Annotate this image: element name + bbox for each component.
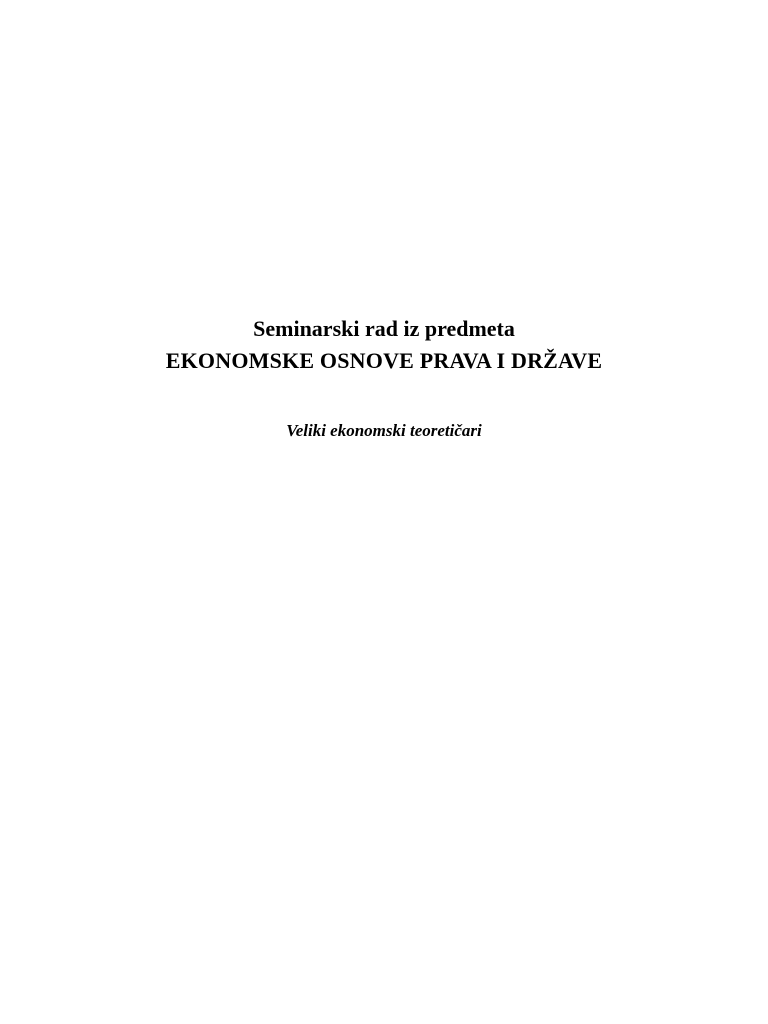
heading-line-1: Seminarski rad iz predmeta [253,316,515,341]
heading-line-2: EKONOMSKE OSNOVE PRAVA I DRŽAVE [165,348,603,373]
title-block [0,313,768,377]
subtitle: Veliki ekonomski teoretičari [286,421,482,440]
